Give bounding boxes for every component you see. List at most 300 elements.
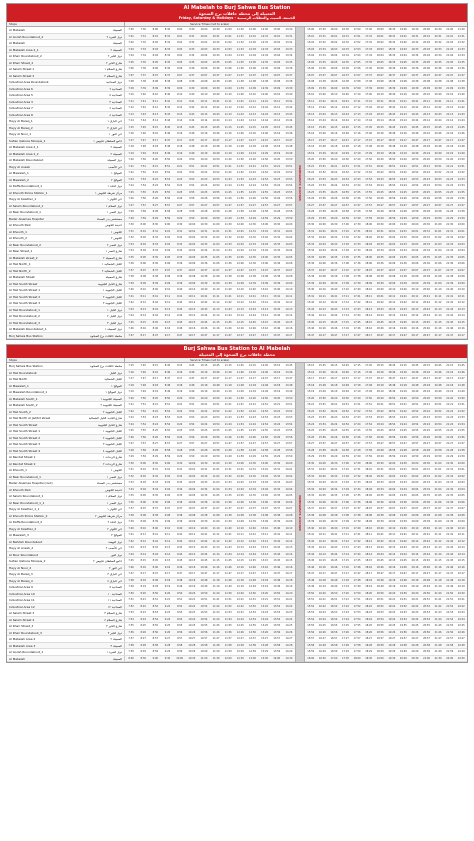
departure-time: 20:03 (423, 47, 430, 51)
departure-time: 10:34 (200, 487, 208, 491)
departure-time: 19:40 (399, 526, 407, 530)
departure-time: 22:23 (457, 611, 465, 614)
departure-time: 19:09 (399, 86, 407, 90)
departure-time: 12:11 (236, 533, 244, 536)
stop-name: Al Hail South Street 4 (9, 448, 41, 453)
stop-name: Industrial Area 8 (9, 112, 33, 117)
departure-time: 20:51 (423, 598, 430, 601)
departure-time: 10:23 (200, 416, 208, 419)
departure-time: 8:15 (140, 320, 146, 324)
departure-time: 15:01 (307, 34, 315, 38)
departure-time: 13:31 (273, 468, 281, 471)
departure-time: 20:08 (423, 80, 430, 83)
departure-time: 7:55 (128, 624, 134, 627)
departure-time: 8:13 (140, 307, 146, 311)
departure-time: 12:42 (249, 539, 256, 543)
departure-time: 14:05 (285, 494, 293, 497)
departure-time: 18:50 (388, 158, 396, 161)
departure-time: 17:23 (342, 611, 349, 614)
times-grid-morning (125, 363, 295, 662)
departure-time: 16:43 (330, 307, 338, 311)
departure-time: 17:29 (353, 216, 361, 220)
stop-name: Al Hail North (9, 377, 28, 381)
departure-time: 13:34 (273, 487, 281, 491)
departure-time: 10:26 (188, 630, 196, 634)
departure-time: 11:15 (224, 364, 232, 367)
departure-time: 7:04 (128, 54, 134, 57)
departure-time: 19:16 (399, 132, 407, 135)
departure-time: 16:34 (330, 487, 338, 491)
departure-time: 16:57 (330, 637, 338, 640)
departure-time: 10:18 (188, 578, 196, 582)
departure-time: 17:00 (353, 28, 361, 31)
service-gap (295, 363, 305, 662)
departure-time: 20:39 (423, 520, 430, 523)
departure-time: 13:50 (285, 396, 293, 400)
departure-time: 12:43 (249, 546, 256, 549)
departure-time: 21:55 (446, 624, 454, 627)
stop-name: Al Hail North_1 (9, 262, 31, 266)
departure-time: 18:46 (388, 132, 396, 135)
departure-time: 9:12 (164, 539, 171, 543)
departure-time: 12:48 (249, 578, 256, 582)
departure-time: 13:37 (273, 507, 281, 510)
departure-time: 11:56 (236, 197, 244, 200)
departure-time: 17:47 (365, 138, 373, 142)
departure-time: 15:41 (307, 533, 315, 536)
departure-time: 11:22 (224, 409, 232, 413)
departure-time: 8:16 (152, 132, 159, 135)
departure-time: 17:09 (353, 86, 361, 90)
departure-time: 11:28 (224, 448, 232, 452)
departure-time: 13:44 (273, 552, 281, 556)
departure-time: 9:13 (176, 112, 183, 116)
departure-time: 8:18 (152, 383, 159, 387)
departure-time: 9:33 (176, 242, 183, 246)
departure-time: 9:16 (164, 327, 171, 330)
departure-time: 16:38 (330, 275, 338, 278)
departure-time: 20:26 (423, 435, 430, 439)
departure-time: 7:25 (128, 190, 134, 194)
departure-time: 14:09 (285, 281, 293, 285)
departure-time: 13:54 (285, 184, 293, 187)
stops-header-arabic (79, 22, 125, 26)
departure-time: 15:48 (318, 383, 326, 387)
departure-time: 8:29 (152, 216, 159, 220)
departure-time: 13:34 (285, 54, 293, 57)
departure-time: 20:49 (434, 151, 442, 155)
departure-time: 20:20 (423, 396, 430, 400)
departure-time: 13:28 (273, 210, 281, 213)
departure-time: 8:30 (164, 28, 171, 31)
departure-time: 19:45 (399, 559, 407, 562)
departure-time: 10:25 (200, 190, 208, 194)
stop-name-arabic: حي الكوثر ١ (79, 506, 125, 512)
departure-time: 13:26 (261, 630, 269, 634)
departure-time: 14:11 (285, 294, 293, 298)
stop-name: Hayy Al Bareq_1 (9, 119, 33, 123)
departure-time: 15:26 (307, 435, 315, 439)
departure-time: 10:38 (212, 80, 220, 83)
departure-time: 11:29 (224, 455, 232, 458)
departure-time: 11:48 (224, 578, 232, 582)
departure-time: 8:47 (152, 572, 159, 575)
departure-time: 10:19 (200, 151, 208, 155)
departure-time: 7:19 (128, 151, 134, 155)
departure-time: 19:26 (399, 435, 407, 439)
departure-time: 12:43 (261, 112, 269, 116)
departure-time: 17:24 (353, 422, 361, 426)
departure-time: 15:16 (307, 132, 315, 135)
departure-time: 18:56 (376, 630, 384, 634)
departure-time: 8:51 (164, 164, 171, 168)
departure-time: 21:01 (434, 468, 442, 471)
departure-time: 16:48 (342, 145, 349, 148)
departure-time: 11:45 (224, 320, 232, 324)
departure-time: 20:09 (411, 281, 419, 285)
departure-time: 16:26 (318, 630, 326, 634)
departure-time: 11:39 (224, 520, 232, 523)
departure-time: 10:45 (212, 125, 220, 129)
stop-name: Hayy Al Kawther_1 (9, 197, 37, 201)
departure-time: 7:29 (128, 455, 134, 458)
departure-time: 18:15 (376, 364, 384, 367)
departure-time: 13:24 (273, 422, 281, 426)
departure-time: 20:47 (434, 138, 442, 142)
times-grid-morning (125, 27, 295, 339)
departure-time: 7:05 (128, 60, 134, 64)
departure-time: 7:44 (140, 119, 146, 122)
departure-time: 8:48 (164, 383, 171, 387)
departure-time: 10:30 (188, 656, 196, 660)
departure-time: 10:17 (188, 333, 196, 337)
departure-time: 19:22 (388, 604, 396, 608)
departure-time: 20:05 (411, 494, 419, 497)
departure-time: 10:51 (200, 598, 208, 601)
departure-time: 7:01 (128, 34, 134, 38)
departure-time: 18:29 (376, 455, 384, 458)
departure-time: 21:31 (457, 34, 465, 38)
stop-name-arabic: الموالح ٢ (79, 177, 125, 183)
departure-time: 9:43 (176, 546, 183, 549)
departure-time: 18:23 (365, 611, 373, 614)
departure-time: 18:04 (365, 249, 373, 252)
departure-time: 8:58 (152, 643, 159, 647)
departure-time: 18:09 (376, 86, 384, 90)
departure-time: 15:49 (307, 585, 315, 588)
departure-time: 7:49 (140, 151, 146, 155)
departure-time: 8:25 (152, 429, 159, 432)
departure-time: 8:55 (164, 190, 171, 194)
departure-time: 16:21 (330, 403, 338, 406)
departure-time: 16:46 (330, 327, 338, 330)
departure-time: 17:14 (342, 552, 349, 556)
departure-time: 8:07 (140, 507, 146, 510)
departure-time: 16:23 (330, 177, 338, 181)
departure-time: 8:38 (164, 80, 171, 83)
departure-time: 11:27 (212, 637, 220, 640)
departure-time: 20:44 (423, 314, 430, 317)
departure-time: 18:51 (388, 164, 396, 168)
departure-time: 21:15 (446, 125, 454, 129)
departure-time: 11:05 (212, 255, 220, 259)
stop-name: Al Hail Roundabout_2 (9, 314, 40, 318)
departure-time: 20:47 (423, 572, 430, 575)
departure-time: 15:46 (318, 370, 326, 374)
departure-time: 20:30 (411, 656, 419, 660)
departure-time: 16:59 (342, 216, 349, 220)
departure-time: 16:10 (318, 526, 326, 530)
departure-time: 11:08 (212, 513, 220, 517)
departure-time: 9:16 (164, 565, 171, 569)
departure-time: 17:45 (365, 364, 373, 367)
departure-time: 10:57 (212, 203, 220, 207)
departure-time: 10:37 (200, 268, 208, 272)
departure-time: 20:30 (423, 461, 430, 465)
departure-time: 15:33 (318, 47, 326, 51)
departure-time: 14:06 (285, 262, 293, 265)
departure-time: 13:45 (285, 364, 293, 367)
departure-time: 20:21 (423, 403, 430, 406)
departure-time: 9:44 (189, 119, 195, 122)
departure-time: 21:07 (434, 507, 442, 510)
departure-time: 15:50 (318, 396, 326, 400)
departure-time: 9:05 (176, 60, 183, 64)
departure-time: 10:16 (200, 370, 208, 374)
departure-time: 17:29 (353, 455, 361, 458)
departure-time: 16:27 (330, 442, 338, 445)
stop-name: Al Khoudh Police Station_1 (9, 190, 48, 195)
departure-time: 21:16 (446, 370, 454, 374)
departure-time: 18:59 (388, 216, 396, 220)
stop-name-arabic: الصناعية ١٢ (79, 604, 125, 610)
departure-time: 11:57 (236, 203, 244, 207)
departure-time: 14:16 (285, 327, 293, 330)
departure-time: 9:22 (176, 409, 183, 413)
route-title: Al Mabelah to Burj Sahwa Bus Station (183, 5, 291, 11)
departure-time: 13:56 (285, 435, 293, 439)
departure-time: 7:32 (128, 236, 134, 239)
departure-time: 7:34 (128, 487, 134, 491)
departure-time: 18:52 (376, 604, 384, 608)
departure-time: 8:24 (152, 184, 159, 187)
departure-time: 7:34 (140, 54, 146, 57)
departure-time: 10:55 (212, 190, 220, 194)
departure-time: 21:58 (457, 210, 465, 213)
departure-time: 9:35 (176, 255, 183, 259)
departure-time: 20:35 (423, 494, 430, 497)
departure-time: 21:06 (434, 262, 442, 265)
departure-time: 13:03 (273, 47, 281, 51)
departure-time: 8:46 (152, 327, 159, 330)
departure-time: 8:10 (140, 288, 146, 291)
departure-time: 7:12 (128, 106, 134, 109)
departure-time: 22:08 (457, 513, 465, 517)
departure-time: 20:02 (411, 474, 419, 478)
departure-time: 21:20 (446, 158, 454, 161)
departure-time: 13:19 (261, 585, 269, 588)
departure-time: 10:21 (200, 403, 208, 406)
departure-time: 8:05 (140, 494, 146, 497)
departure-time: 18:30 (388, 28, 396, 31)
departure-time: 18:32 (376, 236, 384, 239)
departure-time: 14:10 (285, 526, 293, 530)
departure-time: 20:25 (423, 429, 430, 432)
departure-time: 13:23 (261, 611, 269, 614)
departure-time: 15:03 (307, 47, 315, 51)
departure-time: 19:52 (399, 604, 407, 608)
departure-time: 7:16 (128, 132, 134, 135)
departure-time: 9:29 (164, 650, 171, 653)
departure-time: 19:07 (388, 268, 396, 272)
departure-time: 19:48 (411, 145, 419, 148)
departure-time: 19:49 (411, 151, 419, 155)
departure-time: 8:40 (152, 526, 159, 530)
departure-time: 18:27 (365, 637, 373, 640)
departure-time: 11:22 (212, 604, 220, 608)
departure-time: 16:40 (342, 93, 349, 96)
departure-time: 10:31 (200, 229, 208, 233)
departure-time: 15:42 (307, 301, 315, 304)
departure-time: 19:33 (399, 481, 407, 484)
departure-time: 19:03 (388, 481, 396, 484)
departure-time: 7:53 (128, 611, 134, 614)
departure-time: 9:02 (164, 236, 171, 239)
departure-time: 17:13 (342, 307, 349, 311)
departure-time: 11:50 (236, 396, 244, 400)
stop-name-arabic: المعبيلة ٢ (79, 151, 125, 157)
departure-time: 16:54 (342, 422, 349, 426)
times-grid-evening (305, 363, 467, 662)
departure-time: 15:34 (307, 249, 315, 252)
departure-time: 8:29 (152, 455, 159, 458)
departure-time: 11:38 (236, 80, 244, 83)
departure-time: 7:46 (128, 327, 134, 330)
departure-time: 20:03 (411, 242, 419, 246)
departure-time: 9:41 (176, 294, 183, 298)
departure-time: 20:34 (434, 54, 442, 57)
departure-time: 19:01 (388, 468, 396, 471)
departure-time: 18:48 (388, 145, 396, 148)
departure-time: 9:49 (189, 151, 195, 155)
departure-time: 7:58 (128, 643, 134, 647)
departure-time: 7:45 (140, 125, 146, 129)
departure-time: 11:13 (224, 112, 232, 116)
departure-time: 18:44 (376, 314, 384, 317)
stop-name: Al Nasr Street_1 (9, 249, 33, 253)
stop-name-arabic: شارع الرندات ١ (79, 454, 125, 460)
departure-time: 13:35 (273, 494, 281, 497)
departure-time: 8:11 (140, 294, 146, 298)
departure-time: 14:00 (285, 223, 293, 226)
departure-time: 10:02 (200, 41, 208, 44)
departure-time: 15:51 (318, 403, 326, 406)
times-row (125, 333, 295, 340)
departure-time: 16:08 (318, 513, 326, 517)
departure-time: 14:00 (285, 461, 293, 465)
departure-time: 12:50 (249, 591, 256, 595)
departure-time: 15:25 (307, 429, 315, 432)
departure-time: 9:08 (164, 513, 171, 517)
departure-time: 9:57 (189, 442, 195, 445)
stop-name: Industrial Area 5 (9, 93, 33, 97)
departure-time: 21:24 (446, 422, 454, 426)
departure-time: 21:08 (434, 275, 442, 278)
departure-time: 16:39 (342, 86, 349, 90)
stop-name-arabic: شارع السلام ٢ (79, 73, 125, 79)
departure-time: 7:54 (140, 184, 146, 187)
stop-name: Bader Alsamaa Hospital (9, 216, 44, 221)
departure-time: 9:51 (189, 403, 195, 406)
departure-time: 21:52 (446, 604, 454, 608)
departure-time: 18:00 (376, 28, 384, 31)
departure-time: 13:34 (273, 249, 281, 252)
departure-time: 17:07 (353, 73, 361, 77)
departure-time: 12:22 (249, 409, 256, 413)
departure-time: 7:26 (128, 197, 134, 200)
departure-time: 7:37 (128, 507, 134, 510)
departure-time: 7:20 (128, 396, 134, 400)
departure-time: 13:58 (273, 643, 281, 647)
departure-time: 17:21 (342, 598, 349, 601)
departure-time: 18:47 (388, 138, 396, 142)
departure-time: 18:13 (365, 307, 373, 311)
departure-time: 8:22 (152, 409, 159, 413)
departure-time: 7:39 (128, 520, 134, 523)
departure-time: 22:06 (457, 500, 465, 504)
departure-time: 11:52 (236, 171, 244, 174)
departure-time: 11:07 (224, 73, 232, 77)
departure-time: 16:59 (342, 455, 349, 458)
departure-time: 11:04 (212, 487, 220, 491)
departure-time: 16:01 (318, 229, 326, 233)
departure-time: 11:30 (224, 461, 232, 465)
departure-time: 9:19 (176, 390, 183, 393)
departure-time: 13:00 (261, 223, 269, 226)
departure-time: 20:41 (434, 99, 442, 103)
departure-time: 10:40 (200, 526, 208, 530)
departure-time: 11:50 (236, 158, 244, 161)
departure-time: 15:51 (318, 164, 326, 168)
departure-time: 18:10 (365, 288, 373, 291)
departure-time: 21:24 (446, 184, 454, 187)
departure-time: 19:36 (399, 262, 407, 265)
departure-time: 10:13 (188, 307, 196, 311)
departure-time: 7:36 (128, 262, 134, 265)
departure-time: 10:49 (200, 585, 208, 588)
departure-time: 18:42 (388, 106, 396, 109)
departure-time: 10:09 (188, 520, 196, 523)
departure-time: 9:38 (176, 275, 183, 278)
departure-time: 12:47 (261, 377, 269, 380)
departure-time: 7:50 (128, 591, 134, 595)
departure-time: 9:22 (164, 604, 171, 608)
departure-time: 9:55 (176, 624, 183, 627)
departure-time: 19:08 (399, 80, 407, 83)
departure-time: 9:40 (189, 93, 195, 96)
stop-name-arabic: شارع السلام ١ (79, 66, 125, 72)
departure-time: 12:01 (236, 229, 244, 233)
stops-column (7, 363, 125, 662)
stop-name-arabic: دوار الصناعية (79, 79, 125, 85)
departure-time: 15:37 (307, 507, 315, 510)
departure-time: 16:19 (330, 390, 338, 393)
departure-time: 20:15 (423, 125, 430, 129)
departure-time: 20:10 (411, 288, 419, 291)
departure-time: 14:03 (285, 481, 293, 484)
departure-time: 10:10 (188, 526, 196, 530)
timetable-body (7, 27, 467, 339)
